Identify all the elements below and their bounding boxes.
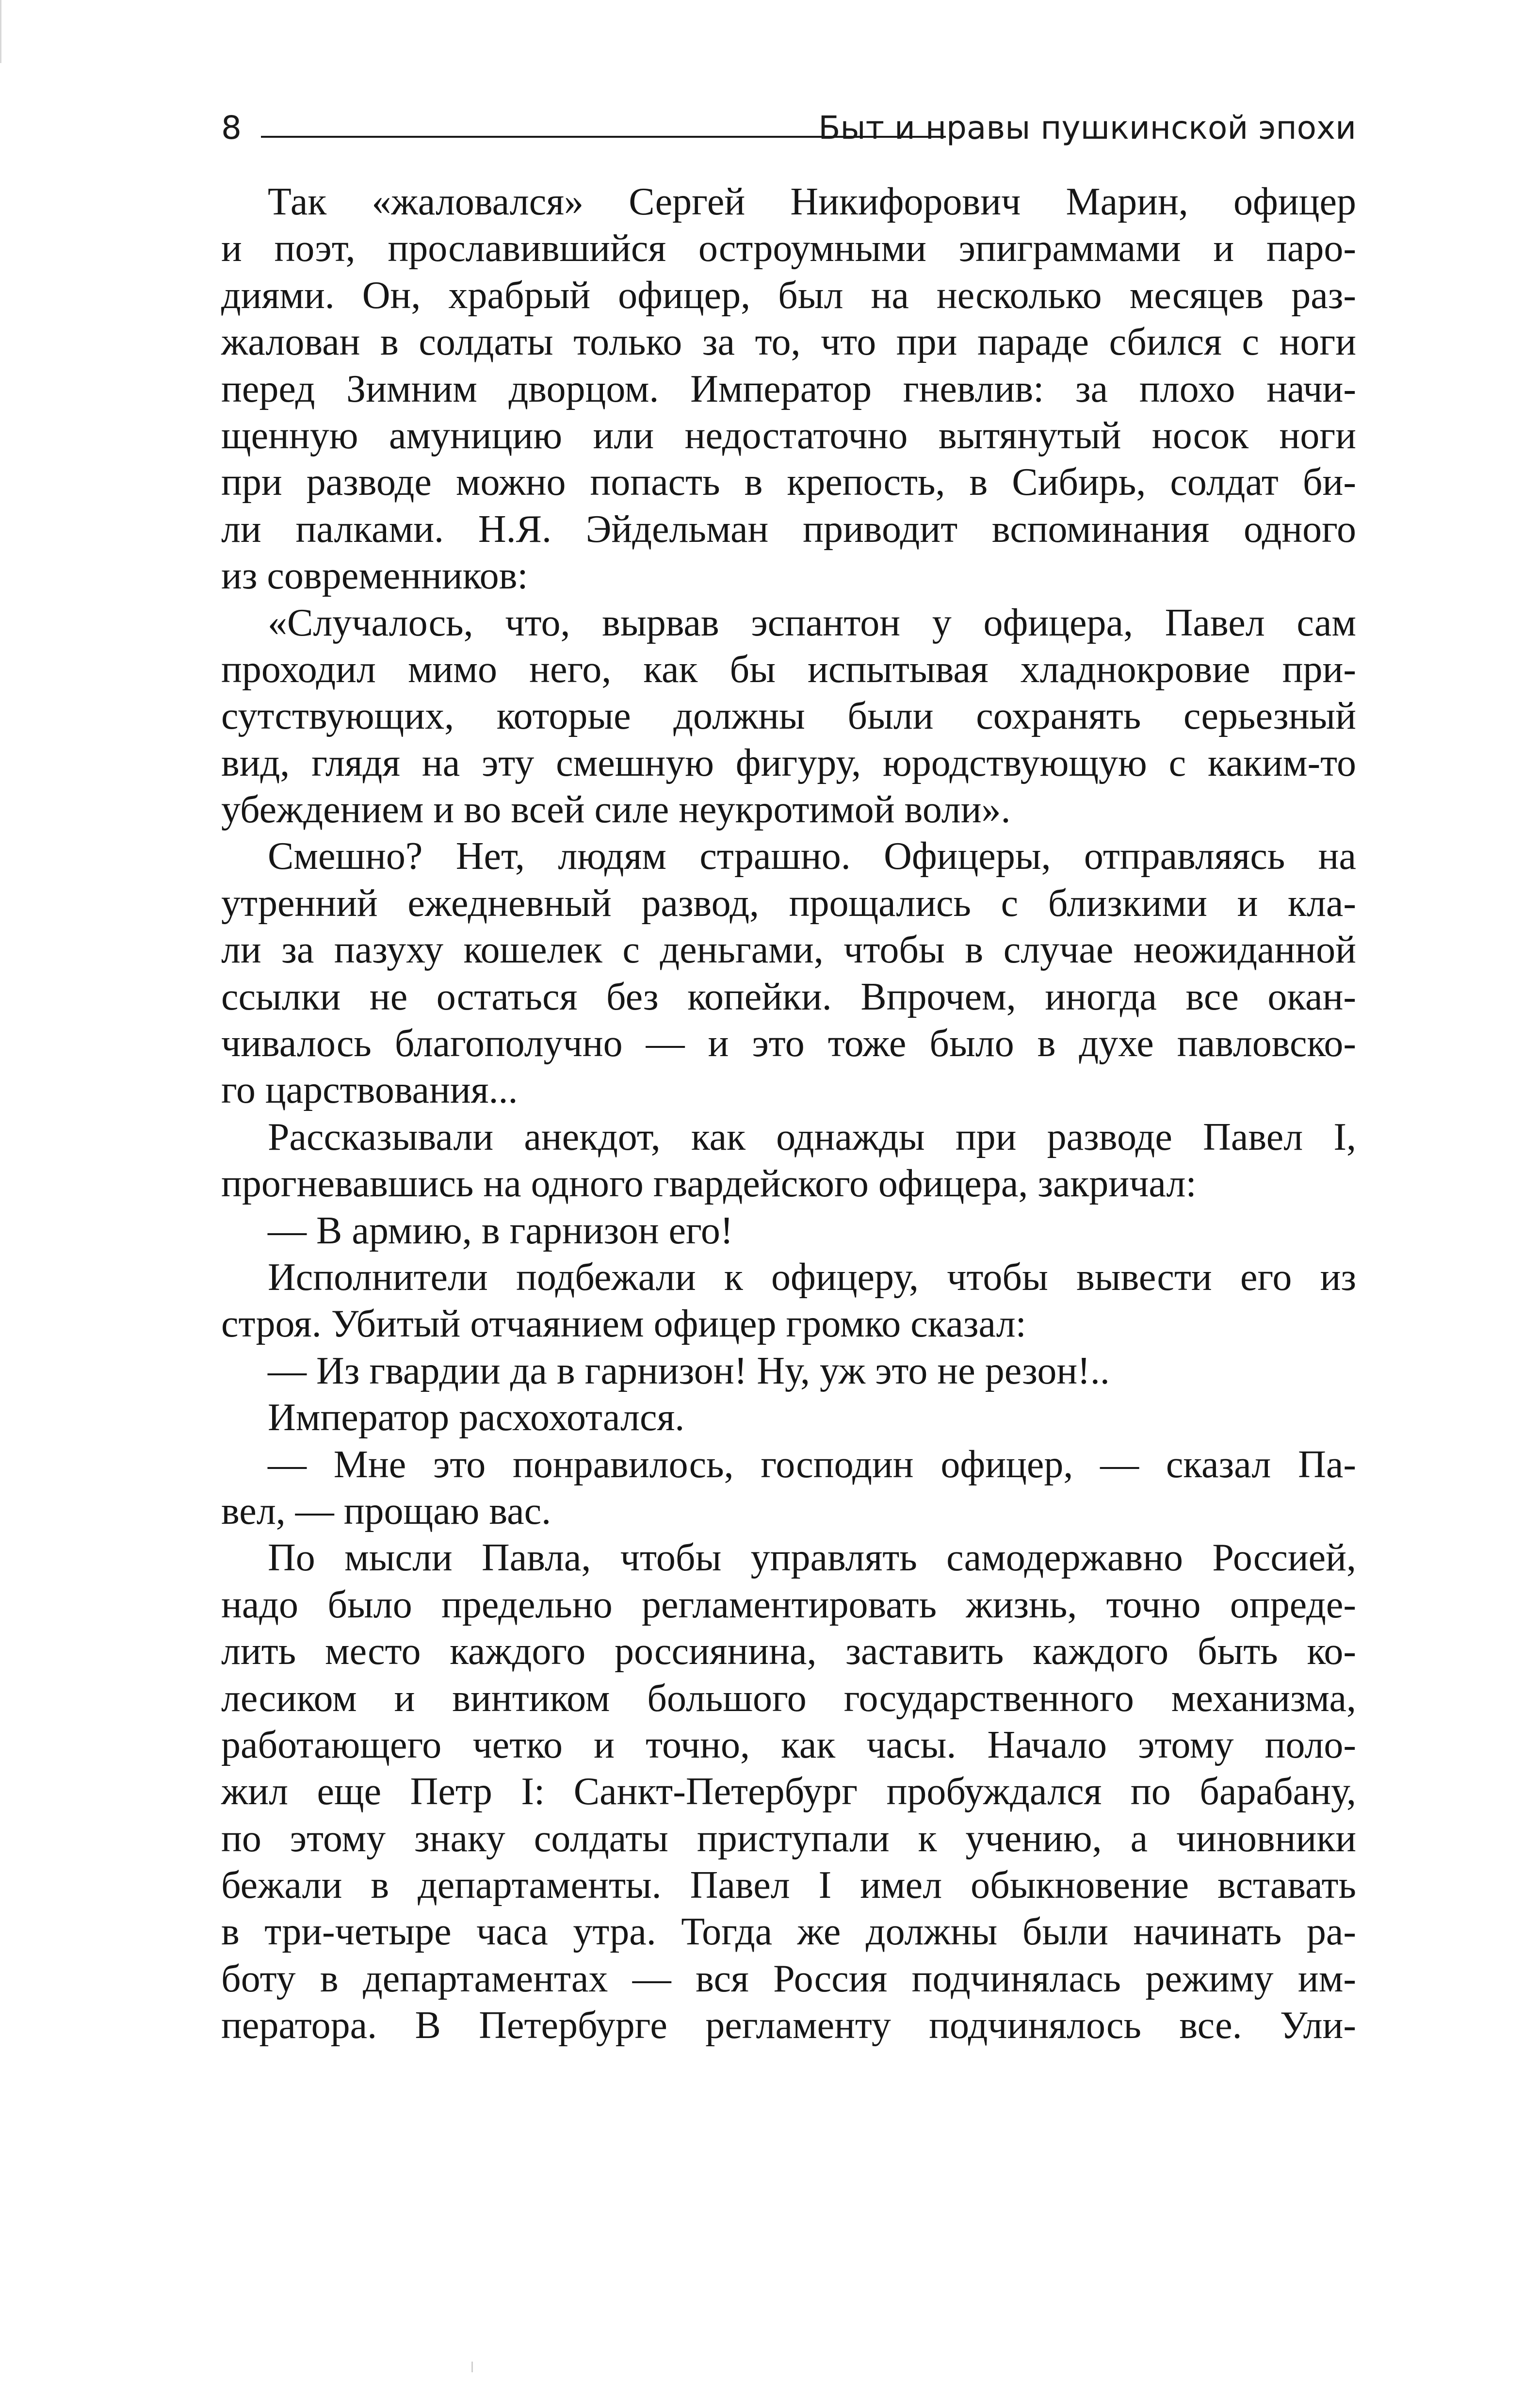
text-line: го царствования... xyxy=(221,1069,518,1112)
text-line: диями. Он, храбрый офицер, был на несколько месяцев раз- xyxy=(221,274,1356,317)
text-line: ли палками. Н.Я. Эйдельман приводит вспоминания одного xyxy=(221,507,1356,551)
text-line: щенную амуницию или недостаточно вытянутый носок ноги xyxy=(221,414,1356,457)
text-line: — В армию, в гарнизон его! xyxy=(268,1209,733,1252)
text-line: сутствующих, которые должны были сохранять серьезный xyxy=(221,695,1356,738)
text-line: Смешно? Нет, людям страшно. Офицеры, отправляясь на xyxy=(268,835,1356,878)
text-line: — Из гвардии да в гарнизон! Ну, уж это не резон!.. xyxy=(268,1349,1110,1392)
text-line: в три-четыре часа утра. Тогда же должны были начинать ра- xyxy=(221,1910,1356,1954)
text-line: вел, — прощаю вас. xyxy=(221,1489,551,1533)
page-number: 8 xyxy=(221,109,242,147)
running-head: Быт и нравы пушкинской эпохи xyxy=(818,109,1356,147)
text-line: убеждением и во всей силе неукротимой воли». xyxy=(221,788,1011,832)
text-line: лесиком и винтиком большого государственного механизма, xyxy=(221,1677,1356,1720)
text-line: «Случалось, что, вырвав эспантон у офицера, Павел сам xyxy=(268,601,1356,644)
text-line: прогневавшись на одного гвардейского офицера, закричал: xyxy=(221,1162,1197,1206)
scan-artifact xyxy=(471,2362,473,2372)
text-line: ператора. В Петербурге регламенту подчинялось все. Ули- xyxy=(221,2004,1356,2047)
text-line: ли за пазуху кошелек с деньгами, чтобы в случае неожиданной xyxy=(221,929,1356,972)
text-line: Император расхохотался. xyxy=(268,1396,685,1439)
text-line: строя. Убитый отчаянием офицер громко сказал: xyxy=(221,1303,1026,1346)
text-line: перед Зимним дворцом. Император гневлив: за плохо начи- xyxy=(221,367,1356,410)
scan-edge-mark xyxy=(0,0,1,63)
text-line: жил еще Петр I: Санкт-Петербург пробуждался по барабану, xyxy=(221,1770,1356,1813)
text-line: утренний ежедневный развод, прощались с близкими и кла- xyxy=(221,881,1356,925)
text-line: чивалось благополучно — и это тоже было в духе павловско- xyxy=(221,1022,1356,1065)
text-line: из современников: xyxy=(221,554,528,598)
page-header xyxy=(221,104,1356,152)
text-line: — Мне это понравилось, господин офицер, — сказал Па- xyxy=(268,1443,1356,1486)
text-line: По мысли Павла, чтобы управлять самодержавно Россией, xyxy=(268,1536,1356,1580)
text-line: при разводе можно попасть в крепость, в Сибирь, солдат би- xyxy=(221,461,1356,504)
text-line: ссылки не остаться без копейки. Впрочем, иногда все окан- xyxy=(221,975,1356,1018)
text-line: жалован в солдаты только за то, что при параде сбился с ноги xyxy=(221,321,1356,364)
text-line: и поэт, прославившийся остроумными эпиграммами и паро- xyxy=(221,227,1356,270)
text-line: боту в департаментах — вся Россия подчинялась режиму им- xyxy=(221,1957,1356,2000)
text-line: лить место каждого россиянина, заставить каждого быть ко- xyxy=(221,1630,1356,1673)
text-line: Исполнители подбежали к офицеру, чтобы вывести его из xyxy=(268,1256,1356,1299)
text-line: проходил мимо него, как бы испытывая хладнокровие при- xyxy=(221,648,1356,691)
text-line: Рассказывали анекдот, как однажды при разводе Павел I, xyxy=(268,1115,1356,1158)
text-line: вид, глядя на эту смешную фигуру, юродствующую с каким-то xyxy=(221,741,1356,784)
text-line: Так «жаловался» Сергей Никифорович Марин, офицер xyxy=(268,180,1356,223)
body-text xyxy=(221,179,1356,2049)
text-line: надо было предельно регламентировать жизнь, точно опреде- xyxy=(221,1583,1356,1626)
text-line: бежали в департаменты. Павел I имел обыкновение вставать xyxy=(221,1864,1356,1907)
text-line: по этому знаку солдаты приступали к учению, а чиновники xyxy=(221,1817,1356,1860)
text-line: работающего четко и точно, как часы. Начало этому поло- xyxy=(221,1723,1356,1766)
